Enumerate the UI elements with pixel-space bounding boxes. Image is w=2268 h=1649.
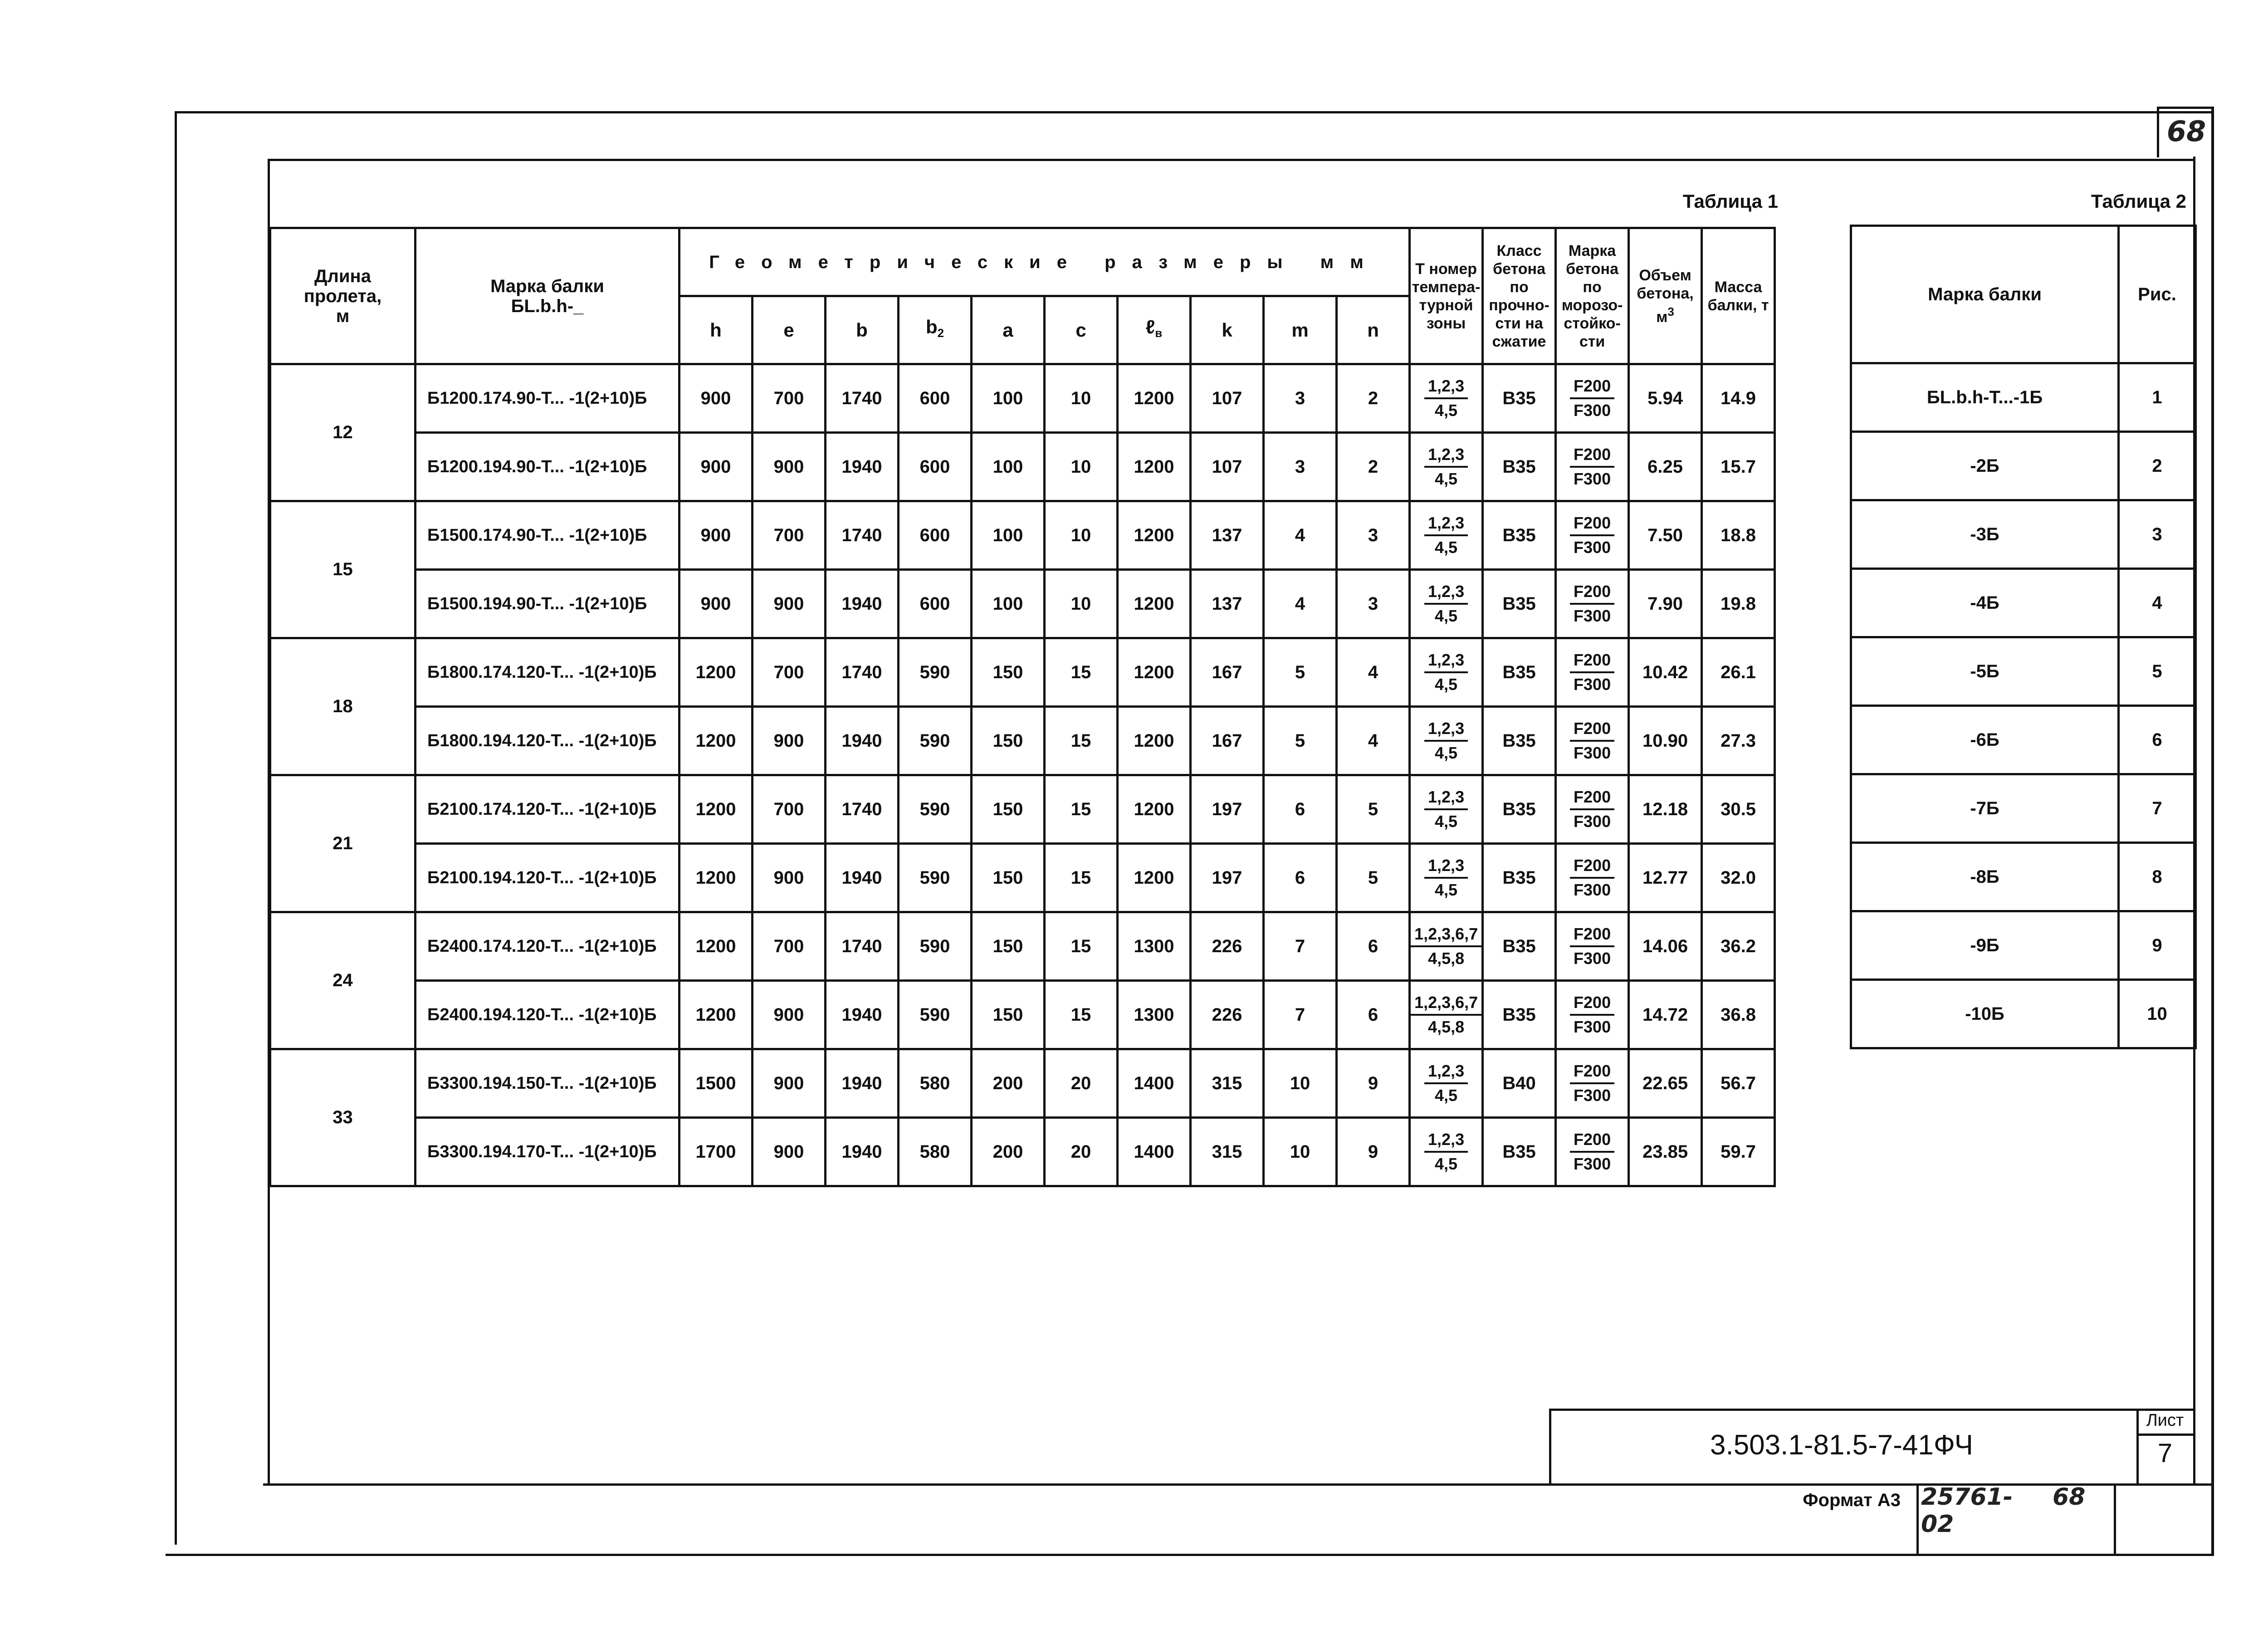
header-concrete-volume: Объем бетона, $м^3$ (1629, 228, 1702, 364)
volume-cell: 14.06 (1629, 912, 1702, 981)
table-row (1851, 637, 2196, 706)
frame-outer-top (175, 111, 2214, 113)
t2-fig-cell: 5 (2119, 637, 2196, 706)
dim-cell-k: 107 (1191, 433, 1264, 501)
header-beam-mass: Масса балки, т (1702, 228, 1775, 364)
header-geom-col: e (753, 296, 826, 364)
table-row (1851, 432, 2196, 500)
table-beam-figures (1850, 225, 2197, 1049)
dim-cell-b2: 580 (899, 1049, 972, 1118)
dim-cell-n: 5 (1337, 844, 1410, 912)
header-geom-col: n (1337, 296, 1410, 364)
frame-outer-right (2211, 107, 2214, 1556)
mass-cell: 59.7 (1702, 1118, 1775, 1186)
volume-cell: 10.90 (1629, 707, 1702, 775)
bottom-strip-divider-2 (2114, 1483, 2116, 1556)
dim-cell-e: 900 (753, 707, 826, 775)
table-row (1851, 843, 2196, 911)
concrete-class-cell: В35 (1483, 638, 1556, 707)
dim-cell-lv: 1200 (1118, 844, 1191, 912)
t2-fig-cell: 7 (2119, 774, 2196, 843)
span-cell: 33 (270, 1049, 415, 1186)
frost-grade-cell: $\frac{F200}{F300}$ (1556, 981, 1629, 1049)
frost-grade-cell: $\frac{F200}{F300}$ (1556, 844, 1629, 912)
dim-cell-b2: 590 (899, 638, 972, 707)
temp-zone-cell: $\frac{1,2,3}{4,5}$ (1410, 570, 1483, 638)
dim-cell-k: 315 (1191, 1118, 1264, 1186)
header-mark: Марка балки БL.b.h-_ (415, 228, 679, 364)
mass-cell: 14.9 (1702, 364, 1775, 433)
dim-cell-e: 700 (753, 775, 826, 844)
dim-cell-c: 15 (1045, 981, 1118, 1049)
mark-cell: Б1500.194.90-Т... -1(2+10)Б (415, 570, 679, 638)
dim-cell-a: 100 (972, 433, 1045, 501)
dim-cell-e: 700 (753, 364, 826, 433)
t2-mark-cell: -2Б (1851, 432, 2119, 500)
header-temperature-zone: Т номер темпера-турной зоны (1410, 228, 1483, 364)
mass-cell: 27.3 (1702, 707, 1775, 775)
dim-cell-n: 2 (1337, 433, 1410, 501)
dim-cell-c: 10 (1045, 570, 1118, 638)
dim-cell-h: 1200 (679, 775, 753, 844)
dim-cell-b2: 600 (899, 433, 972, 501)
t2-fig-cell: 10 (2119, 980, 2196, 1048)
dim-cell-e: 900 (753, 433, 826, 501)
table-row (270, 981, 1775, 1049)
dim-cell-m: 3 (1264, 364, 1337, 433)
dim-cell-h: 1700 (679, 1118, 753, 1186)
dim-cell-h: 1200 (679, 638, 753, 707)
header-span: Длина пролета, м (270, 228, 415, 364)
dim-cell-h: 1200 (679, 912, 753, 981)
mark-cell: Б1200.174.90-Т... -1(2+10)Б (415, 364, 679, 433)
mark-cell: Б1800.174.120-Т... -1(2+10)Б (415, 638, 679, 707)
dim-cell-a: 150 (972, 638, 1045, 707)
volume-cell: 22.65 (1629, 1049, 1702, 1118)
dim-cell-a: 100 (972, 501, 1045, 570)
dim-cell-b2: 600 (899, 570, 972, 638)
mass-cell: 26.1 (1702, 638, 1775, 707)
dim-cell-lv: 1200 (1118, 501, 1191, 570)
dim-cell-h: 900 (679, 501, 753, 570)
sheet-number-top: 68 (2166, 115, 2206, 148)
concrete-class-cell: В35 (1483, 912, 1556, 981)
temp-zone-cell: $\frac{1,2,3}{4,5}$ (1410, 364, 1483, 433)
dim-cell-b2: 590 (899, 775, 972, 844)
frame-outer-left (175, 111, 177, 1545)
inventory-number: 25761-02 (1921, 1483, 2013, 1538)
mark-cell: Б2400.174.120-Т... -1(2+10)Б (415, 912, 679, 981)
dim-cell-lv: 1400 (1118, 1049, 1191, 1118)
t2-mark-cell: -6Б (1851, 706, 2119, 774)
mass-cell: 36.8 (1702, 981, 1775, 1049)
frost-grade-cell: $\frac{F200}{F300}$ (1556, 912, 1629, 981)
inventory-page: 68 (2053, 1483, 2086, 1511)
temp-zone-cell: $\frac{1,2,3}{4,5}$ (1410, 775, 1483, 844)
t2-mark-cell: -10Б (1851, 980, 2119, 1048)
dim-cell-k: 137 (1191, 501, 1264, 570)
dim-cell-b: 1940 (826, 1118, 899, 1186)
header-geom-col: c (1045, 296, 1118, 364)
t2-header-fig: Рис. (2119, 226, 2196, 363)
volume-cell: 12.18 (1629, 775, 1702, 844)
table-row (1851, 569, 2196, 637)
sheet-cell-divider (2136, 1434, 2193, 1436)
dim-cell-h: 1500 (679, 1049, 753, 1118)
table-row (270, 638, 1775, 707)
span-cell: 24 (270, 912, 415, 1049)
concrete-class-cell: В35 (1483, 364, 1556, 433)
dim-cell-n: 6 (1337, 981, 1410, 1049)
temp-zone-cell: $\frac{1,2,3}{4,5}$ (1410, 638, 1483, 707)
mass-cell: 36.2 (1702, 912, 1775, 981)
format-label: Формат А3 (1803, 1490, 1901, 1510)
t2-mark-cell: -9Б (1851, 911, 2119, 980)
dim-cell-a: 150 (972, 912, 1045, 981)
dim-cell-n: 9 (1337, 1118, 1410, 1186)
dim-cell-m: 10 (1264, 1118, 1337, 1186)
dim-cell-k: 107 (1191, 364, 1264, 433)
dim-cell-k: 137 (1191, 570, 1264, 638)
dim-cell-m: 5 (1264, 638, 1337, 707)
t2-fig-cell: 3 (2119, 500, 2196, 569)
table-row (270, 844, 1775, 912)
temp-zone-cell: $\frac{1,2,3}{4,5}$ (1410, 1049, 1483, 1118)
table-row (270, 433, 1775, 501)
dim-cell-c: 20 (1045, 1049, 1118, 1118)
frost-grade-cell: $\frac{F200}{F300}$ (1556, 433, 1629, 501)
concrete-class-cell: В35 (1483, 570, 1556, 638)
dim-cell-c: 15 (1045, 844, 1118, 912)
table-row (270, 707, 1775, 775)
volume-cell: 7.90 (1629, 570, 1702, 638)
sheet-value: 7 (2157, 1439, 2173, 1468)
dim-cell-h: 900 (679, 433, 753, 501)
dim-cell-b: 1740 (826, 638, 899, 707)
span-cell: 12 (270, 364, 415, 501)
dim-cell-lv: 1200 (1118, 775, 1191, 844)
table-row (1851, 911, 2196, 980)
dim-cell-b: 1940 (826, 1049, 899, 1118)
dim-cell-a: 150 (972, 707, 1045, 775)
dim-cell-e: 900 (753, 570, 826, 638)
span-cell: 15 (270, 501, 415, 638)
mark-cell: Б3300.194.170-Т... -1(2+10)Б (415, 1118, 679, 1186)
dim-cell-lv: 1200 (1118, 433, 1191, 501)
dim-cell-a: 150 (972, 844, 1045, 912)
dim-cell-b2: 590 (899, 707, 972, 775)
frost-grade-cell: $\frac{F200}{F300}$ (1556, 364, 1629, 433)
dim-cell-b: 1740 (826, 364, 899, 433)
dim-cell-c: 10 (1045, 433, 1118, 501)
concrete-class-cell: В35 (1483, 433, 1556, 501)
dim-cell-lv: 1300 (1118, 981, 1191, 1049)
dim-cell-a: 150 (972, 981, 1045, 1049)
dim-cell-n: 9 (1337, 1049, 1410, 1118)
dim-cell-b2: 590 (899, 844, 972, 912)
temp-zone-cell: $\frac{1,2,3}{4,5}$ (1410, 707, 1483, 775)
volume-cell: 5.94 (1629, 364, 1702, 433)
t2-mark-cell: -3Б (1851, 500, 2119, 569)
header-geom-col: ℓ$_в$ (1118, 296, 1191, 364)
frame-inner-top (270, 159, 2193, 161)
dim-cell-b: 1940 (826, 707, 899, 775)
frost-grade-cell: $\frac{F200}{F300}$ (1556, 775, 1629, 844)
table-row (1851, 980, 2196, 1048)
dim-cell-c: 20 (1045, 1118, 1118, 1186)
header-geom-col: a (972, 296, 1045, 364)
dim-cell-lv: 1200 (1118, 707, 1191, 775)
frame-inner-bottom (263, 1483, 2211, 1486)
frost-grade-cell: $\frac{F200}{F300}$ (1556, 501, 1629, 570)
dim-cell-k: 197 (1191, 844, 1264, 912)
dim-cell-e: 700 (753, 638, 826, 707)
table-row (1851, 363, 2196, 432)
t2-fig-cell: 2 (2119, 432, 2196, 500)
dim-cell-n: 3 (1337, 501, 1410, 570)
dim-cell-b: 1940 (826, 844, 899, 912)
table-row (1851, 500, 2196, 569)
mass-cell: 56.7 (1702, 1049, 1775, 1118)
dim-cell-b2: 600 (899, 501, 972, 570)
dim-cell-lv: 1300 (1118, 912, 1191, 981)
volume-cell: 10.42 (1629, 638, 1702, 707)
volume-cell: 23.85 (1629, 1118, 1702, 1186)
t2-fig-cell: 1 (2119, 363, 2196, 432)
frost-grade-cell: $\frac{F200}{F300}$ (1556, 707, 1629, 775)
volume-cell: 7.50 (1629, 501, 1702, 570)
mass-cell: 32.0 (1702, 844, 1775, 912)
doc-code: 3.503.1-81.5-7-41ФЧ (1710, 1429, 1973, 1461)
header-geom-col: m (1264, 296, 1337, 364)
t2-fig-cell: 4 (2119, 569, 2196, 637)
t2-mark-cell: -7Б (1851, 774, 2119, 843)
concrete-class-cell: В35 (1483, 501, 1556, 570)
dim-cell-a: 200 (972, 1049, 1045, 1118)
table1-caption: Таблица 1 (1682, 191, 1778, 212)
table-row (270, 1118, 1775, 1186)
dim-cell-n: 6 (1337, 912, 1410, 981)
dim-cell-c: 15 (1045, 707, 1118, 775)
mass-cell: 30.5 (1702, 775, 1775, 844)
t2-mark-cell: БL.b.h-Т...-1Б (1851, 363, 2119, 432)
table-row (270, 501, 1775, 570)
frost-grade-cell: $\frac{F200}{F300}$ (1556, 1049, 1629, 1118)
volume-cell: 14.72 (1629, 981, 1702, 1049)
temp-zone-cell: $\frac{1,2,3}{4,5}$ (1410, 844, 1483, 912)
dim-cell-e: 900 (753, 1118, 826, 1186)
temp-zone-cell: $\frac{1,2,3,6,7}{4,5,8}$ (1410, 912, 1483, 981)
dim-cell-m: 6 (1264, 775, 1337, 844)
dim-cell-b2: 600 (899, 364, 972, 433)
dim-cell-m: 4 (1264, 501, 1337, 570)
dim-cell-a: 100 (972, 364, 1045, 433)
mark-cell: Б1200.194.90-Т... -1(2+10)Б (415, 433, 679, 501)
dim-cell-a: 100 (972, 570, 1045, 638)
dim-cell-h: 1200 (679, 844, 753, 912)
dim-cell-m: 10 (1264, 1049, 1337, 1118)
bottom-strip-divider-1 (1916, 1483, 1919, 1556)
header-geometric-dimensions: Геометрические размеры мм (679, 228, 1410, 296)
dim-cell-k: 226 (1191, 912, 1264, 981)
frost-grade-cell: $\frac{F200}{F300}$ (1556, 638, 1629, 707)
mark-cell: Б1800.194.120-Т... -1(2+10)Б (415, 707, 679, 775)
t2-header-mark: Марка балки (1851, 226, 2119, 363)
concrete-class-cell: В35 (1483, 981, 1556, 1049)
volume-cell: 6.25 (1629, 433, 1702, 501)
dim-cell-c: 15 (1045, 912, 1118, 981)
dim-cell-n: 4 (1337, 707, 1410, 775)
t2-fig-cell: 6 (2119, 706, 2196, 774)
dim-cell-m: 5 (1264, 707, 1337, 775)
dim-cell-lv: 1400 (1118, 1118, 1191, 1186)
dim-cell-h: 1200 (679, 707, 753, 775)
dim-cell-b: 1940 (826, 433, 899, 501)
table-row (270, 1049, 1775, 1118)
frost-grade-cell: $\frac{F200}{F300}$ (1556, 570, 1629, 638)
dim-cell-e: 900 (753, 981, 826, 1049)
concrete-class-cell: В35 (1483, 1118, 1556, 1186)
dim-cell-b: 1740 (826, 501, 899, 570)
dim-cell-b2: 580 (899, 1118, 972, 1186)
dim-cell-b: 1940 (826, 570, 899, 638)
temp-zone-cell: $\frac{1,2,3}{4,5}$ (1410, 433, 1483, 501)
dim-cell-h: 900 (679, 364, 753, 433)
mark-cell: Б2100.174.120-Т... -1(2+10)Б (415, 775, 679, 844)
t2-fig-cell: 9 (2119, 911, 2196, 980)
dim-cell-b: 1940 (826, 981, 899, 1049)
table2-caption: Таблица 2 (2091, 191, 2186, 212)
dim-cell-m: 3 (1264, 433, 1337, 501)
t2-mark-cell: -8Б (1851, 843, 2119, 911)
dim-cell-m: 6 (1264, 844, 1337, 912)
dim-cell-lv: 1200 (1118, 364, 1191, 433)
dim-cell-h: 1200 (679, 981, 753, 1049)
dim-cell-lv: 1200 (1118, 638, 1191, 707)
dim-cell-b: 1740 (826, 775, 899, 844)
t2-mark-cell: -5Б (1851, 637, 2119, 706)
dim-cell-c: 15 (1045, 638, 1118, 707)
dim-cell-k: 167 (1191, 638, 1264, 707)
concrete-class-cell: В35 (1483, 775, 1556, 844)
dim-cell-a: 150 (972, 775, 1045, 844)
dim-cell-b2: 590 (899, 981, 972, 1049)
table-row (1851, 706, 2196, 774)
t2-fig-cell: 8 (2119, 843, 2196, 911)
mass-cell: 18.8 (1702, 501, 1775, 570)
span-cell: 18 (270, 638, 415, 775)
table-row (270, 570, 1775, 638)
concrete-class-cell: В35 (1483, 844, 1556, 912)
sheet-label: Лист (2146, 1411, 2184, 1430)
dim-cell-lv: 1200 (1118, 570, 1191, 638)
table-row (270, 364, 1775, 433)
dim-cell-e: 900 (753, 844, 826, 912)
dim-cell-m: 7 (1264, 981, 1337, 1049)
dim-cell-e: 700 (753, 501, 826, 570)
sheet-box-top (2157, 107, 2214, 109)
mass-cell: 19.8 (1702, 570, 1775, 638)
mark-cell: Б2100.194.120-Т... -1(2+10)Б (415, 844, 679, 912)
mark-cell: Б1500.174.90-Т... -1(2+10)Б (415, 501, 679, 570)
dim-cell-m: 4 (1264, 570, 1337, 638)
dim-cell-k: 167 (1191, 707, 1264, 775)
table-geometric-dimensions (269, 227, 1776, 1187)
dim-cell-m: 7 (1264, 912, 1337, 981)
dim-cell-n: 4 (1337, 638, 1410, 707)
dim-cell-k: 197 (1191, 775, 1264, 844)
span-cell: 21 (270, 775, 415, 912)
header-geom-col: $b_2$ (899, 296, 972, 364)
header-frost-grade: Марка бетона по морозо-стойко-сти (1556, 228, 1629, 364)
dim-cell-n: 2 (1337, 364, 1410, 433)
temp-zone-cell: $\frac{1,2,3}{4,5}$ (1410, 501, 1483, 570)
sheet-box-left (2157, 107, 2159, 157)
dim-cell-c: 10 (1045, 364, 1118, 433)
frame-outer-bottom (166, 1554, 2214, 1556)
header-concrete-class: Класс бетона по прочно-сти на сжатие (1483, 228, 1556, 364)
volume-cell: 12.77 (1629, 844, 1702, 912)
header-geom-col: k (1191, 296, 1264, 364)
table-row (270, 912, 1775, 981)
dim-cell-e: 900 (753, 1049, 826, 1118)
dim-cell-b2: 590 (899, 912, 972, 981)
temp-zone-cell: $\frac{1,2,3,6,7}{4,5,8}$ (1410, 981, 1483, 1049)
mark-cell: Б3300.194.150-Т... -1(2+10)Б (415, 1049, 679, 1118)
dim-cell-e: 700 (753, 912, 826, 981)
mark-cell: Б2400.194.120-Т... -1(2+10)Б (415, 981, 679, 1049)
mass-cell: 15.7 (1702, 433, 1775, 501)
header-geom-col: h (679, 296, 753, 364)
dim-cell-b: 1740 (826, 912, 899, 981)
title-block-top (1549, 1409, 2195, 1411)
concrete-class-cell: В35 (1483, 707, 1556, 775)
dim-cell-c: 15 (1045, 775, 1118, 844)
dim-cell-h: 900 (679, 570, 753, 638)
dim-cell-a: 200 (972, 1118, 1045, 1186)
dim-cell-n: 5 (1337, 775, 1410, 844)
dim-cell-k: 315 (1191, 1049, 1264, 1118)
frost-grade-cell: $\frac{F200}{F300}$ (1556, 1118, 1629, 1186)
table-row (1851, 774, 2196, 843)
concrete-class-cell: В40 (1483, 1049, 1556, 1118)
table-row (270, 775, 1775, 844)
temp-zone-cell: $\frac{1,2,3}{4,5}$ (1410, 1118, 1483, 1186)
dim-cell-n: 3 (1337, 570, 1410, 638)
header-geom-col: b (826, 296, 899, 364)
dim-cell-k: 226 (1191, 981, 1264, 1049)
t2-mark-cell: -4Б (1851, 569, 2119, 637)
dim-cell-c: 10 (1045, 501, 1118, 570)
